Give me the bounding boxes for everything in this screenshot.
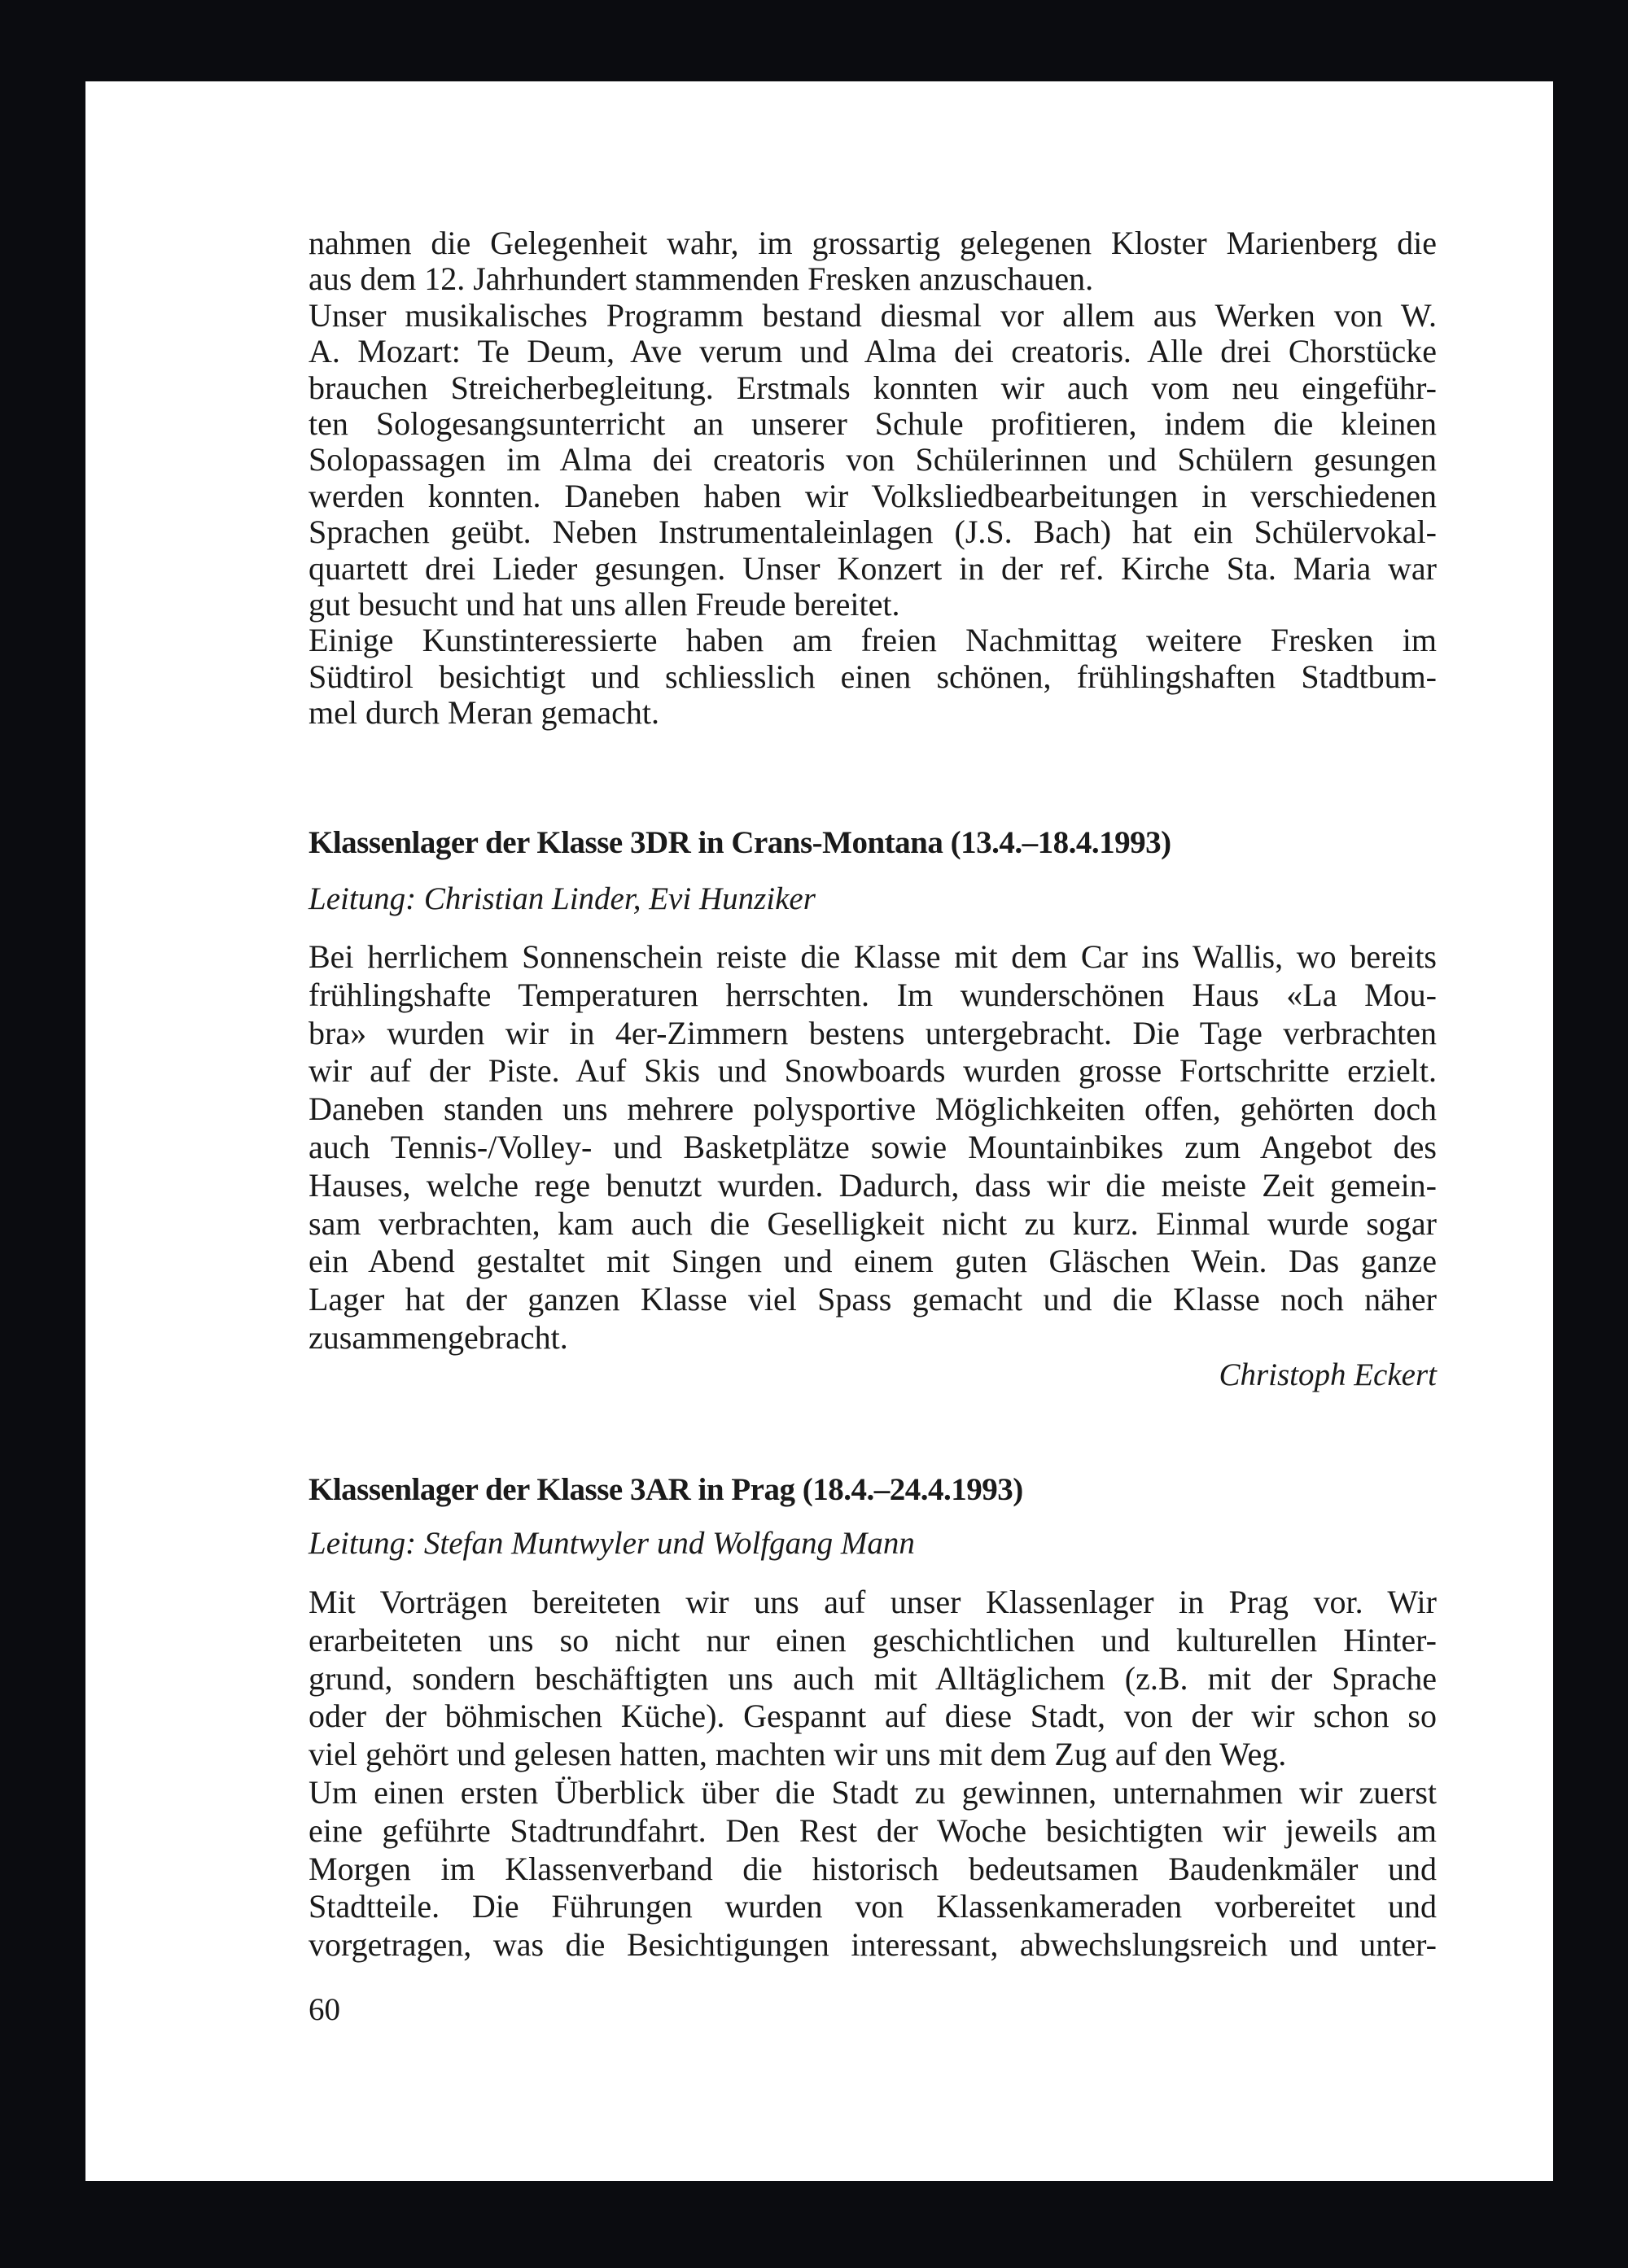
text-line: erarbeiteten uns so nicht nur einen geschichtlichen und kulturellen Hinter- <box>309 1621 1437 1658</box>
text-line: Stadtteile. Die Führungen wurden von Klassenkameraden vorbereitet und <box>309 1888 1437 1925</box>
text-line: A. Mozart: Te Deum, Ave verum und Alma dei creatoris. Alle drei Chorstücke <box>309 333 1437 370</box>
text-line: oder der böhmischen Küche). Gespannt auf diese Stadt, von der wir schon so <box>309 1698 1437 1735</box>
text-line: Südtirol besichtigt und schliesslich einen schönen, frühlingshaften Stadtbum- <box>309 658 1437 695</box>
text-line: frühlingshafte Temperaturen herrschten. Im wunderschönen Haus «La Mou- <box>309 976 1437 1013</box>
text-line: Bei herrlichem Sonnenschein reiste die Klasse mit dem Car ins Wallis, wo bereits <box>309 938 1437 975</box>
text-line: aus dem 12. Jahrhundert stammenden Fresken anzuschauen. <box>309 260 1094 298</box>
text-line: Sprachen geübt. Neben Instrumentaleinlagen (J.S. Bach) hat ein Schülervokal- <box>309 513 1437 551</box>
text-line: mel durch Meran gemacht. <box>309 694 659 732</box>
text-line: vorgetragen, was die Besichtigungen interessant, abwechslungsreich und unter- <box>309 1926 1437 1964</box>
section-body-crans-montana <box>309 938 1437 1357</box>
text-line: gut besucht und hat uns allen Freude bereitet. <box>309 585 900 623</box>
text-line: ein Abend gestaltet mit Singen und einem guten Gläschen Wein. Das ganze <box>309 1243 1437 1280</box>
section-lead-prag: Leitung: Stefan Muntwyler und Wolfgang Mann <box>309 1526 915 1561</box>
text-line: Solopassagen im Alma dei creatoris von Schülerinnen und Schülern gesungen <box>309 441 1437 479</box>
text-line: brauchen Streicherbegleitung. Erstmals konnten wir auch vom neu eingeführ- <box>309 369 1437 406</box>
text-line: Um einen ersten Überblick über die Stadt zu gewinnen, unternahmen wir zuerst <box>309 1773 1437 1811</box>
signature: Christoph Eckert <box>1219 1357 1437 1392</box>
section-body-prag <box>309 1584 1437 1964</box>
text-line: eine geführte Stadtrundfahrt. Den Rest der Woche besichtigten wir jeweils am <box>309 1811 1437 1849</box>
section-heading-crans-montana: Klassenlager der Klasse 3DR in Crans-Montana (13.4.–18.4.1993) <box>309 825 1171 860</box>
text-line: auch Tennis-/Volley- und Basketplätze sowie Mountainbikes zum Angebot des <box>309 1128 1437 1165</box>
section-lead-crans-montana: Leitung: Christian Linder, Evi Hunziker <box>309 881 816 916</box>
text-line: Morgen im Klassenverband die historisch bedeutsamen Baudenkmäler und <box>309 1850 1437 1887</box>
text-line: Lager hat der ganzen Klasse viel Spass gemacht und die Klasse noch näher <box>309 1281 1437 1318</box>
section-heading-prag: Klassenlager der Klasse 3AR in Prag (18.4.–24.4.1993) <box>309 1472 1023 1507</box>
text-line: wir auf der Piste. Auf Skis und Snowboards wurden grosse Fortschritte erzielt. <box>309 1052 1437 1090</box>
text-line: viel gehört und gelesen hatten, machten wir uns mit dem Zug auf den Weg. <box>309 1736 1287 1773</box>
text-line: grund, sondern beschäftigten uns auch mit Alltäglichem (z.B. mit der Sprache <box>309 1659 1437 1697</box>
text-line: Mit Vorträgen bereiteten wir uns auf unser Klassenlager in Prag vor. Wir <box>309 1584 1437 1620</box>
text-line: nahmen die Gelegenheit wahr, im grossartig gelegenen Kloster Marienberg die <box>309 225 1437 261</box>
text-line: Hauses, welche rege benutzt wurden. Dadurch, dass wir die meiste Zeit gemein- <box>309 1166 1437 1204</box>
text-line: bra» wurden wir in 4er-Zimmern bestens untergebracht. Die Tage verbrachten <box>309 1014 1437 1051</box>
text-line: Unser musikalisches Programm bestand diesmal vor allem aus Werken von W. <box>309 296 1437 334</box>
text-line: werden konnten. Daneben haben wir Volksliedbearbeitungen in verschiedenen <box>309 477 1437 514</box>
text-line: quartett drei Lieder gesungen. Unser Konzert in der ref. Kirche Sta. Maria war <box>309 549 1437 587</box>
text-line: zusammengebracht. <box>309 1318 568 1356</box>
text-line: sam verbrachten, kam auch die Geselligkeit nicht zu kurz. Einmal wurde sogar <box>309 1204 1437 1242</box>
page-number: 60 <box>309 1992 340 2027</box>
text-line: Einige Kunstinteressierte haben am freien Nachmittag weitere Fresken im <box>309 622 1437 659</box>
intro-text <box>309 225 1437 731</box>
text-line: Daneben standen uns mehrere polysportive Möglichkeiten offen, gehörten doch <box>309 1090 1437 1128</box>
text-line: ten Sologesangsunterricht an unserer Schule profitieren, indem die kleinen <box>309 404 1437 442</box>
